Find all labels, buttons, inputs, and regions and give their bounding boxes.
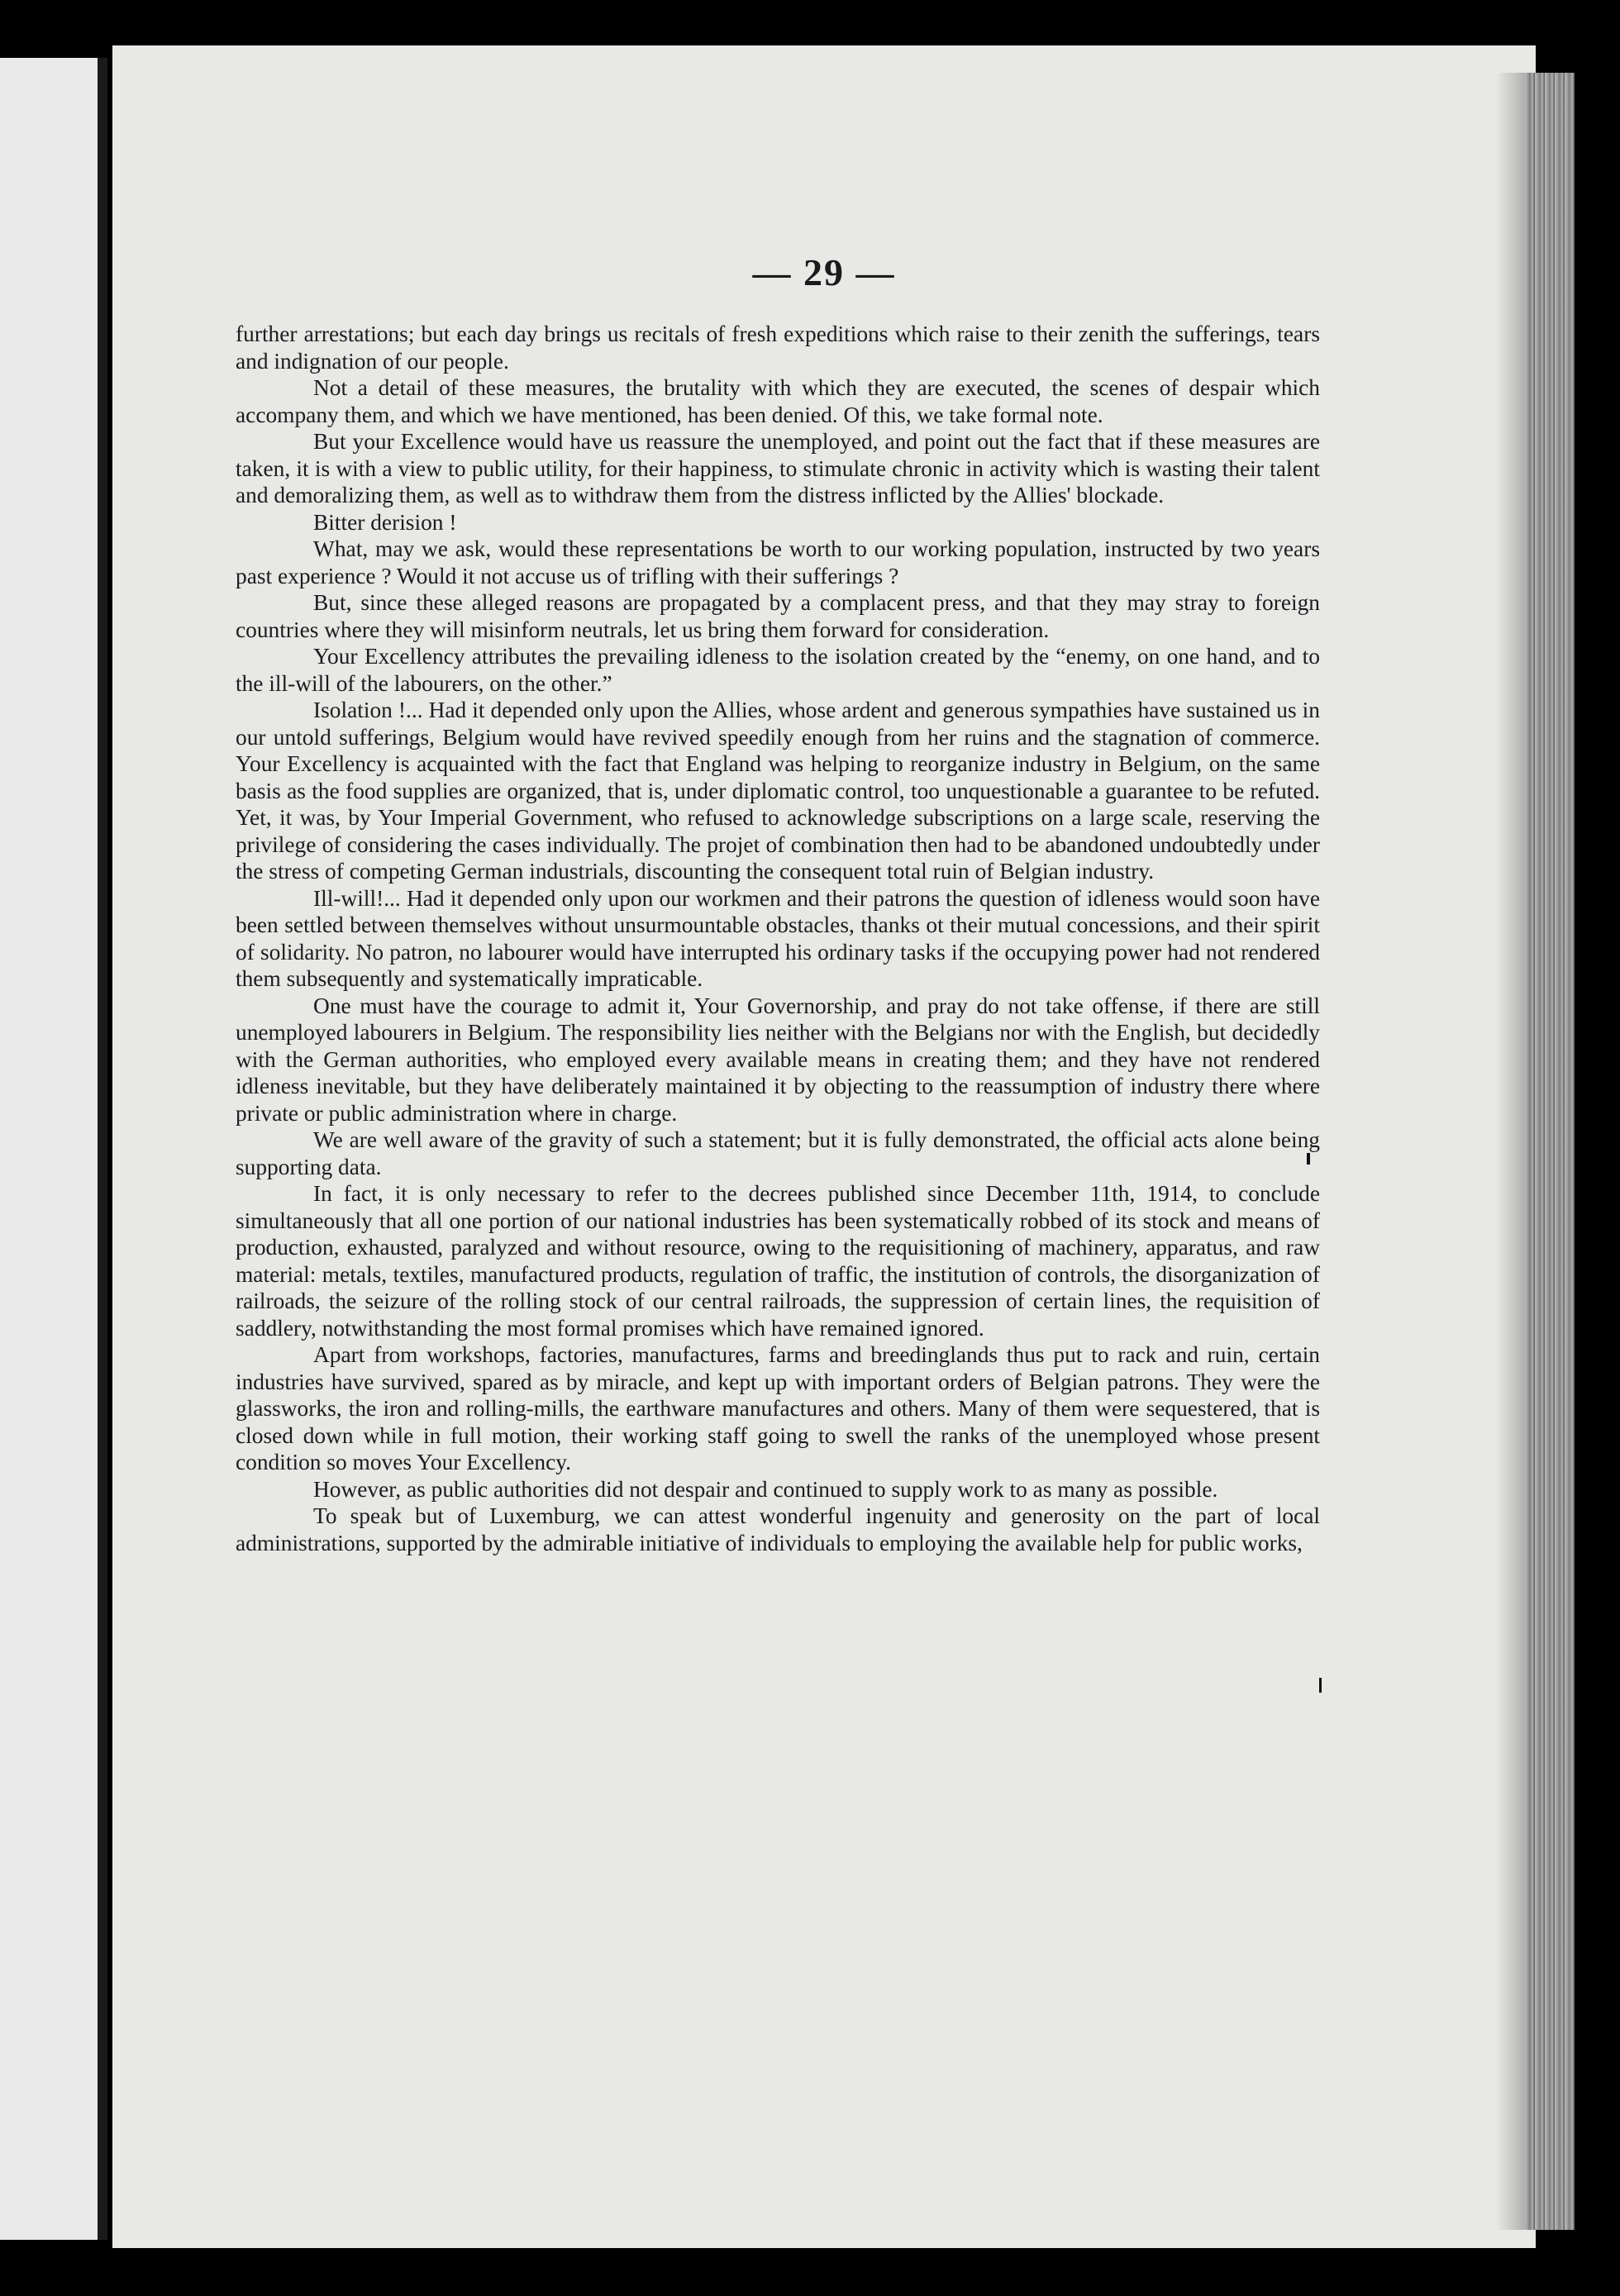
scan-speck: [1307, 1153, 1310, 1165]
facing-page-edge: [0, 58, 106, 2240]
paragraph-11: We are well aware of the gravity of such a statement; but it is fully demonstrated, the official acts alone being supporting data.: [236, 1127, 1320, 1179]
paragraph-3: But your Excellence would have us reassure the unemployed, and point out the fact that if these measures are taken, it is with a view to public utility, for their happiness, to stimulate chronic in activity which is wasting their talent and demoralizing them, as well as to withdraw them from the distress inflicted by the Allies' blockade.: [236, 429, 1320, 507]
page-number: — 29 —: [752, 251, 896, 293]
paragraph-10: One must have the courage to admit it, Your Governorship, and pray do not take offense, if there are still unemployed labourers in Belgium. The responsibility lies neither with the Belgians nor with the English, but decidedly with the German authorities, who employed every available means in creating them; and they have not rendered idleness inevitable, but they have deliberately maintained it by objecting to the reassumption of industry there where private or public administration where in charge.: [236, 993, 1320, 1126]
document-page: [112, 45, 1536, 2248]
book-binding: [1525, 73, 1575, 2230]
paragraph-5: What, may we ask, would these representations be worth to our working population, instructed by two years past experience ? Would it not accuse us of trifling with their sufferings ?: [236, 536, 1320, 588]
paragraph-14: However, as public authorities did not despair and continued to supply work to as many as possible.: [313, 1476, 1218, 1502]
scan-speck: [1319, 1678, 1322, 1693]
paragraph-13: Apart from workshops, factories, manufactures, farms and breedinglands thus put to rack and ruin, certain industries have survived, spared as by miracle, and kept up with important orders of Belgian patrons. They were the glassworks, the iron and rolling-mills, the earthware manufactures and others. Many of them were sequestered, that is closed down while in full motion, their working staff going to swell the ranks of the unemployed whose present condition so moves Your Excellency.: [236, 1342, 1320, 1474]
paragraph-8: Isolation !... Had it depended only upon the Allies, whose ardent and generous sympathies have sustained us in our untold sufferings, Belgium would have revived speedily enough from her ruins and the stagnation of commerce. Your Excellency is acquainted with the fact that England was helping to reorganize industry in Belgium, on the same basis as the food supplies are organized, that is, under diplomatic control, too unquestionable a guarantee to be refuted. Yet, it was, by Your Imperial Government, who refused to acknowledge subscriptions on a large scale, reserving the privilege of considering the cases individually. The projet of combination then had to be abandoned undoubtedly under the stress of competing German industrials, discounting the consequent total ruin of Belgian industry.: [236, 698, 1320, 884]
paragraph-15: To speak but of Luxemburg, we can attest wonderful ingenuity and generosity on the part of local administrations, supported by the admirable initiative of individuals to employing the available help for public works,: [236, 1503, 1320, 1555]
paragraph-6: But, since these alleged reasons are propagated by a complacent press, and that they may stray to foreign countries where they will misinform neutrals, let us bring them forward for consideration.: [236, 590, 1320, 642]
paragraph-12: In fact, it is only necessary to refer to the decrees published since December 11th, 1914, to conclude simultaneously that all one portion of our national industries has been systematically robbed of its stock and means of production, exhausted, paralyzed and without resource, owing to the requisitioning of machinery, apparatus, and raw material: metals, textiles, manufactured products, regulation of traffic, the institution of controls, the disorganization of railroads, the seizure of the rolling stock of our central railroads, the suppression of certain lines, the requisition of saddlery, notwithstanding the most formal promises which have remained ignored.: [236, 1181, 1320, 1341]
paragraph-7: Your Excellency attributes the prevailing idleness to the isolation created by the “enemy, on one hand, and to the ill-will of the labourers, on the other.”: [236, 644, 1320, 696]
body-text: [236, 321, 1320, 1556]
paragraph-9: Ill-will!... Had it depended only upon our workmen and their patrons the question of idleness would soon have been settled between themselves without unsurmountable obstacles, thanks ot their mutual concessions, and their spirit of solidarity. No patron, no labourer would have interrupted his ordinary tasks if the occupying power had not rendered them subsequently and systematically impraticable.: [236, 885, 1320, 991]
page-gutter: [98, 58, 107, 2240]
paragraph-4: Bitter derision !: [313, 509, 457, 535]
paragraph-2: Not a detail of these measures, the brutality with which they are executed, the scenes of despair which accompany them, and which we have mentioned, has been denied. Of this, we take formal note.: [236, 375, 1320, 427]
binding-shadow: [1496, 73, 1527, 2230]
paragraph-1: further arrestations; but each day brings us recitals of fresh expeditions which raise to their zenith the sufferings, tears and indignation of our people.: [236, 322, 1320, 374]
